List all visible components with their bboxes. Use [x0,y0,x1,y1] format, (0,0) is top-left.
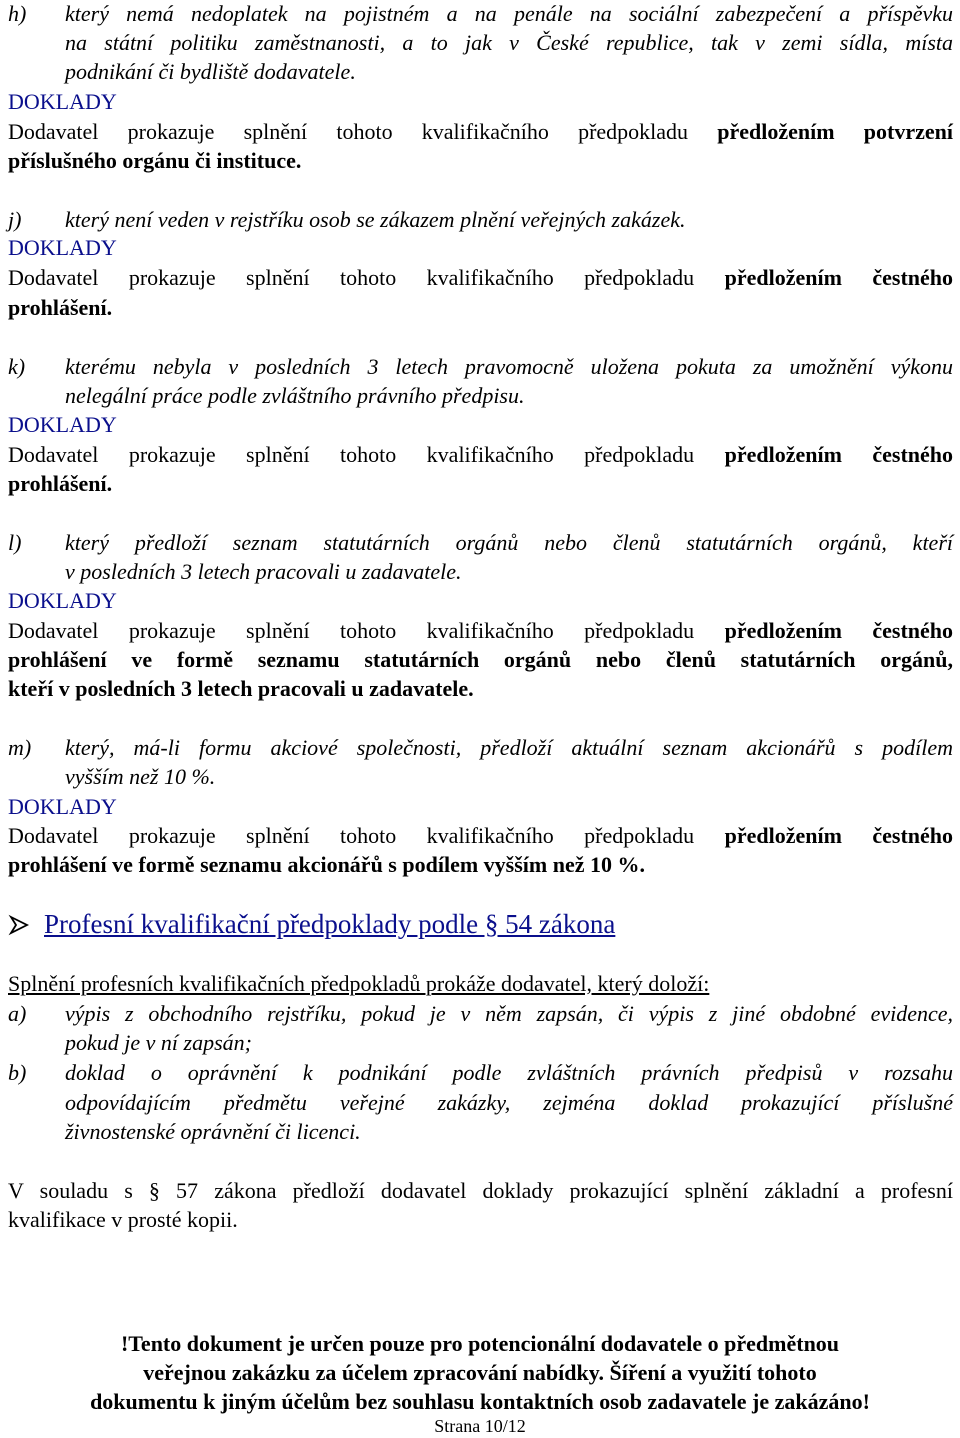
item-j-proof-line-1: Dodavatel prokazuje splnění tohoto kvalifikačního předpokladu předložením čestného [8,265,954,290]
item-k-doklady: DOKLADY [8,412,117,437]
item-j-line-1: který není veden v rejstříku osob se zákazem plnění veřejných zakázek. [65,207,686,232]
item-l-proof-line-3: kteří v posledních 3 letech pracovali u zadavatele. [8,676,474,701]
item-m-label: m) [8,735,32,760]
section-heading: Profesní kvalifikační předpoklady podle § 54 zákona [44,909,616,939]
item-l-line-2: v posledních 3 letech pracovali u zadavatele. [65,559,462,584]
footer-notice-line-3: dokumentu k jiným účelům bez souhlasu kontaktních osob zadavatele je zakázáno! [90,1389,870,1414]
section-a-label: a) [8,1001,27,1026]
section-b-line-3: živnostenské oprávnění či licenci. [65,1119,361,1144]
item-k-line-1: kterému nebyla v posledních 3 letech pravomocně uložena pokuta za umožnění výkonu [65,354,953,379]
item-m-line-2: vyšším než 10 %. [65,764,216,789]
section-b-line-1: doklad o oprávnění k podnikání podle zvláštních právních předpisů v rozsahu [65,1060,953,1085]
footer-notice-line-1: !Tento dokument je určen pouze pro potencionální dodavatele o předmětnou [120,1331,840,1356]
item-j-proof-line-2: prohlášení. [8,295,113,320]
item-h-line-3: podnikání či bydliště dodavatele. [65,59,356,84]
item-m-proof-line-2: prohlášení ve formě seznamu akcionářů s podílem vyšším než 10 %. [8,852,645,877]
closing-line-1: V souladu s § 57 zákona předloží dodavatel doklady prokazující splnění základní a profesní [8,1178,953,1203]
item-k-proof-line-2: prohlášení. [8,471,113,496]
closing-line-2: kvalifikace v prosté kopii. [8,1207,238,1232]
item-k-line-2: nelegální práce podle zvláštního právního předpisu. [65,383,525,408]
item-m-proof-line-1: Dodavatel prokazuje splnění tohoto kvalifikačního předpokladu předložením čestného [8,823,954,848]
item-m-line-1: který, má-li formu akciové společnosti, předloží aktuální seznam akcionářů s podílem [65,735,953,760]
item-h-proof-line-2: příslušného orgánu či instituce. [8,148,302,173]
item-l-doklady: DOKLADY [8,588,117,613]
section-a-line-2: pokud je v ní zapsán; [65,1030,252,1055]
section-intro: Splnění profesních kvalifikačních předpokladů prokáže dodavatel, který doloží: [8,971,710,996]
item-h-line-1: který nemá nedoplatek na pojistném a na penále na sociální zabezpečení a příspěvku [65,1,953,26]
item-h-proof-line-1: Dodavatel prokazuje splnění tohoto kvalifikačního předpokladu předložením potvrzení [8,119,954,144]
item-l-proof-line-1: Dodavatel prokazuje splnění tohoto kvalifikačního předpokladu předložením čestného [8,618,954,643]
item-k-label: k) [8,354,26,379]
section-a-line-1: výpis z obchodního rejstříku, pokud je v něm zapsán, či výpis z jiné obdobné evidence, [65,1001,953,1026]
item-j-doklady: DOKLADY [8,235,117,260]
section-b-line-2: odpovídajícím předmětu veřejné zakázky, zejména doklad prokazující příslušné [65,1090,953,1115]
page-number: Strana 10/12 [434,1416,526,1436]
footer-notice-line-2: veřejnou zakázku za účelem zpracování nabídky. Šíření a využití tohoto [143,1360,817,1385]
item-k-proof-line-1: Dodavatel prokazuje splnění tohoto kvalifikačního předpokladu předložením čestného [8,442,954,467]
arrow-bullet-icon [8,914,30,936]
item-m-doklady: DOKLADY [8,794,117,819]
item-h-line-2: na státní politiku zaměstnanosti, a to jak v České republice, tak v zemi sídla, místa [65,30,953,55]
item-l-proof-line-2: prohlášení ve formě seznamu statutárních orgánů nebo členů statutárních orgánů, [8,647,953,672]
item-l-label: l) [8,530,22,555]
section-b-label: b) [8,1060,27,1085]
item-h-doklady: DOKLADY [8,89,117,114]
item-l-line-1: který předloží seznam statutárních orgánů nebo členů statutárních orgánů, kteří [65,530,953,555]
item-h-label: h) [8,1,27,26]
item-j-label: j) [8,207,22,232]
